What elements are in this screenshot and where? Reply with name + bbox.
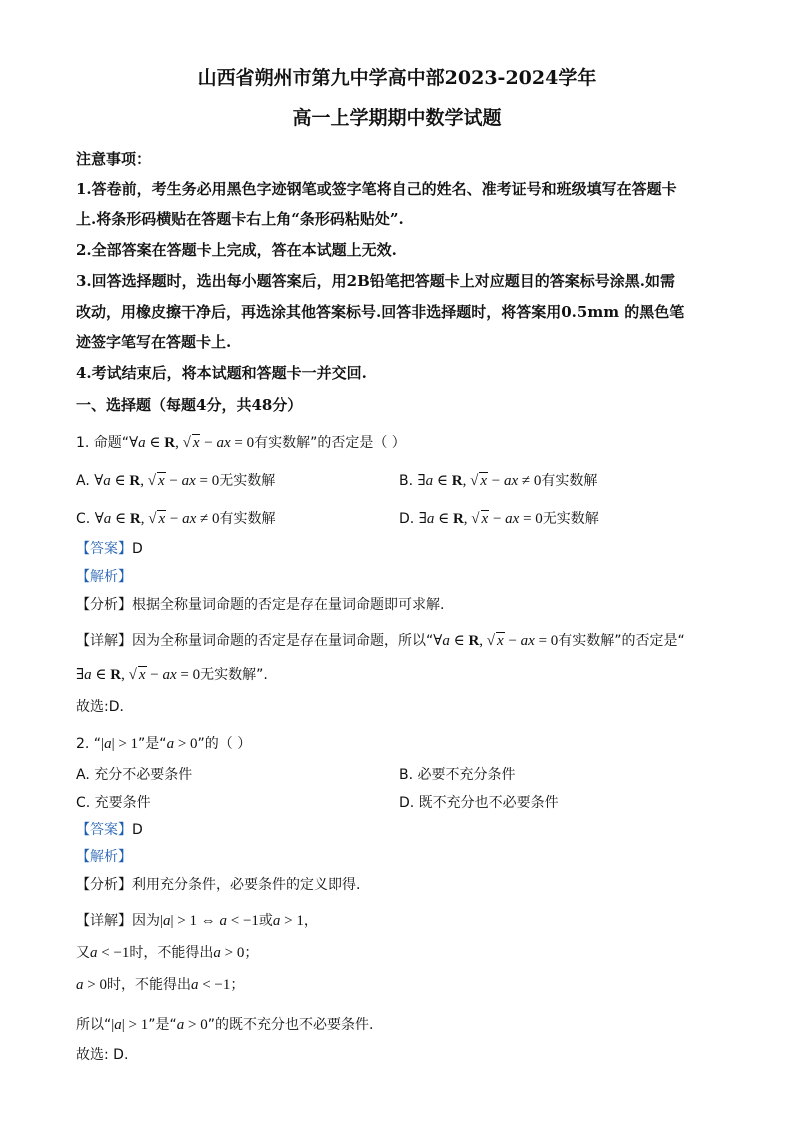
q2-option-d: D. 既不充分也不必要条件 bbox=[399, 795, 559, 811]
q2-stem: 2. “|a| > 1”是“a > 0”的（ ） bbox=[76, 736, 252, 752]
section-heading: 一、选择题（每题4分，共48分） bbox=[76, 396, 303, 414]
q1-detail-line1: 【详解】因为全称量词命题的否定是存在量词命题，所以“∀a ∈ R, √ x − ax = 0有实数解”的否定是“ bbox=[76, 633, 685, 649]
notice-item-2: 2.全部答案在答题卡上完成，答在本试题上无效. bbox=[76, 241, 397, 259]
q1-option-b: B. ∃a ∈ R, √ x − ax ≠ 0有实数解 bbox=[399, 473, 598, 489]
q1-stem-formula: ∀a ∈ R, √ x − ax = 0 bbox=[129, 435, 255, 451]
q2-fenxi: 【分析】利用充分条件，必要条件的定义即得. bbox=[76, 877, 361, 893]
q1-stem: 1. 命题“∀a ∈ R, √ x − ax = 0有实数解”的否定是（ ） bbox=[76, 435, 406, 451]
q2-analysis-tag: 【解析】 bbox=[76, 849, 132, 865]
q2-answer: 【答案】D bbox=[76, 822, 143, 838]
q2-detail-line3: a > 0时，不能得出a < −1； bbox=[76, 977, 245, 993]
q2-option-b: B. 必要不充分条件 bbox=[399, 767, 516, 783]
q1-analysis-tag: 【解析】 bbox=[76, 569, 132, 585]
notice-item-3a: 3.回答选择题时，选出每小题答案后，用2B铅笔把答题卡上对应题目的答案标号涂黑.如需 bbox=[76, 272, 676, 290]
notice-item-1a: 1.答卷前，考生务必用黑色字迹钢笔或签字笔将自己的姓名、准考证号和班级填写在答题卡 bbox=[76, 180, 677, 198]
q1-option-a: A. ∀a ∈ R, √ x − ax = 0无实数解 bbox=[76, 473, 276, 489]
q2-detail-line1: 【详解】因为|a| > 1 ⇔ a < −1或a > 1， bbox=[76, 913, 318, 929]
q2-option-c: C. 充要条件 bbox=[76, 795, 151, 811]
notice-item-3c: 迹签字笔写在答题卡上. bbox=[76, 333, 232, 351]
q1-option-c: C. ∀a ∈ R, √ x − ax ≠ 0有实数解 bbox=[76, 511, 276, 527]
notice-item-3b: 改动，用橡皮擦干净后，再选涂其他答案标号.回答非选择题时，将答案用0.5mm 的黑色笔 bbox=[76, 303, 685, 321]
q1-answer: 【答案】D bbox=[76, 541, 143, 557]
q2-option-a: A. 充分不必要条件 bbox=[76, 767, 193, 783]
q2-detail-line4: 所以“|a| > 1”是“a > 0”的既不充分也不必要条件. bbox=[76, 1017, 374, 1033]
q2-detail-line2: 又a < −1时，不能得出a > 0； bbox=[76, 945, 259, 961]
page-title: 山西省朔州市第九中学高中部2023-2024学年 bbox=[197, 67, 597, 89]
q1-conclusion: 故选:D． bbox=[76, 699, 134, 715]
q1-detail-line2: ∃a ∈ R, √ x − ax = 0无实数解”. bbox=[76, 667, 268, 683]
notice-item-4: 4.考试结束后，将本试题和答题卡一并交回. bbox=[76, 364, 367, 382]
notice-heading: 注意事项： bbox=[76, 150, 152, 168]
q1-fenxi: 【分析】根据全称量词命题的否定是存在量词命题即可求解. bbox=[76, 597, 445, 613]
page-subtitle: 高一上学期期中数学试题 bbox=[292, 107, 502, 129]
q1-option-d: D. ∃a ∈ R, √ x − ax = 0无实数解 bbox=[399, 511, 599, 527]
notice-item-1b: 上.将条形码横贴在答题卡右上角“条形码粘贴处”. bbox=[76, 210, 404, 228]
q2-conclusion: 故选: D. bbox=[76, 1047, 129, 1063]
